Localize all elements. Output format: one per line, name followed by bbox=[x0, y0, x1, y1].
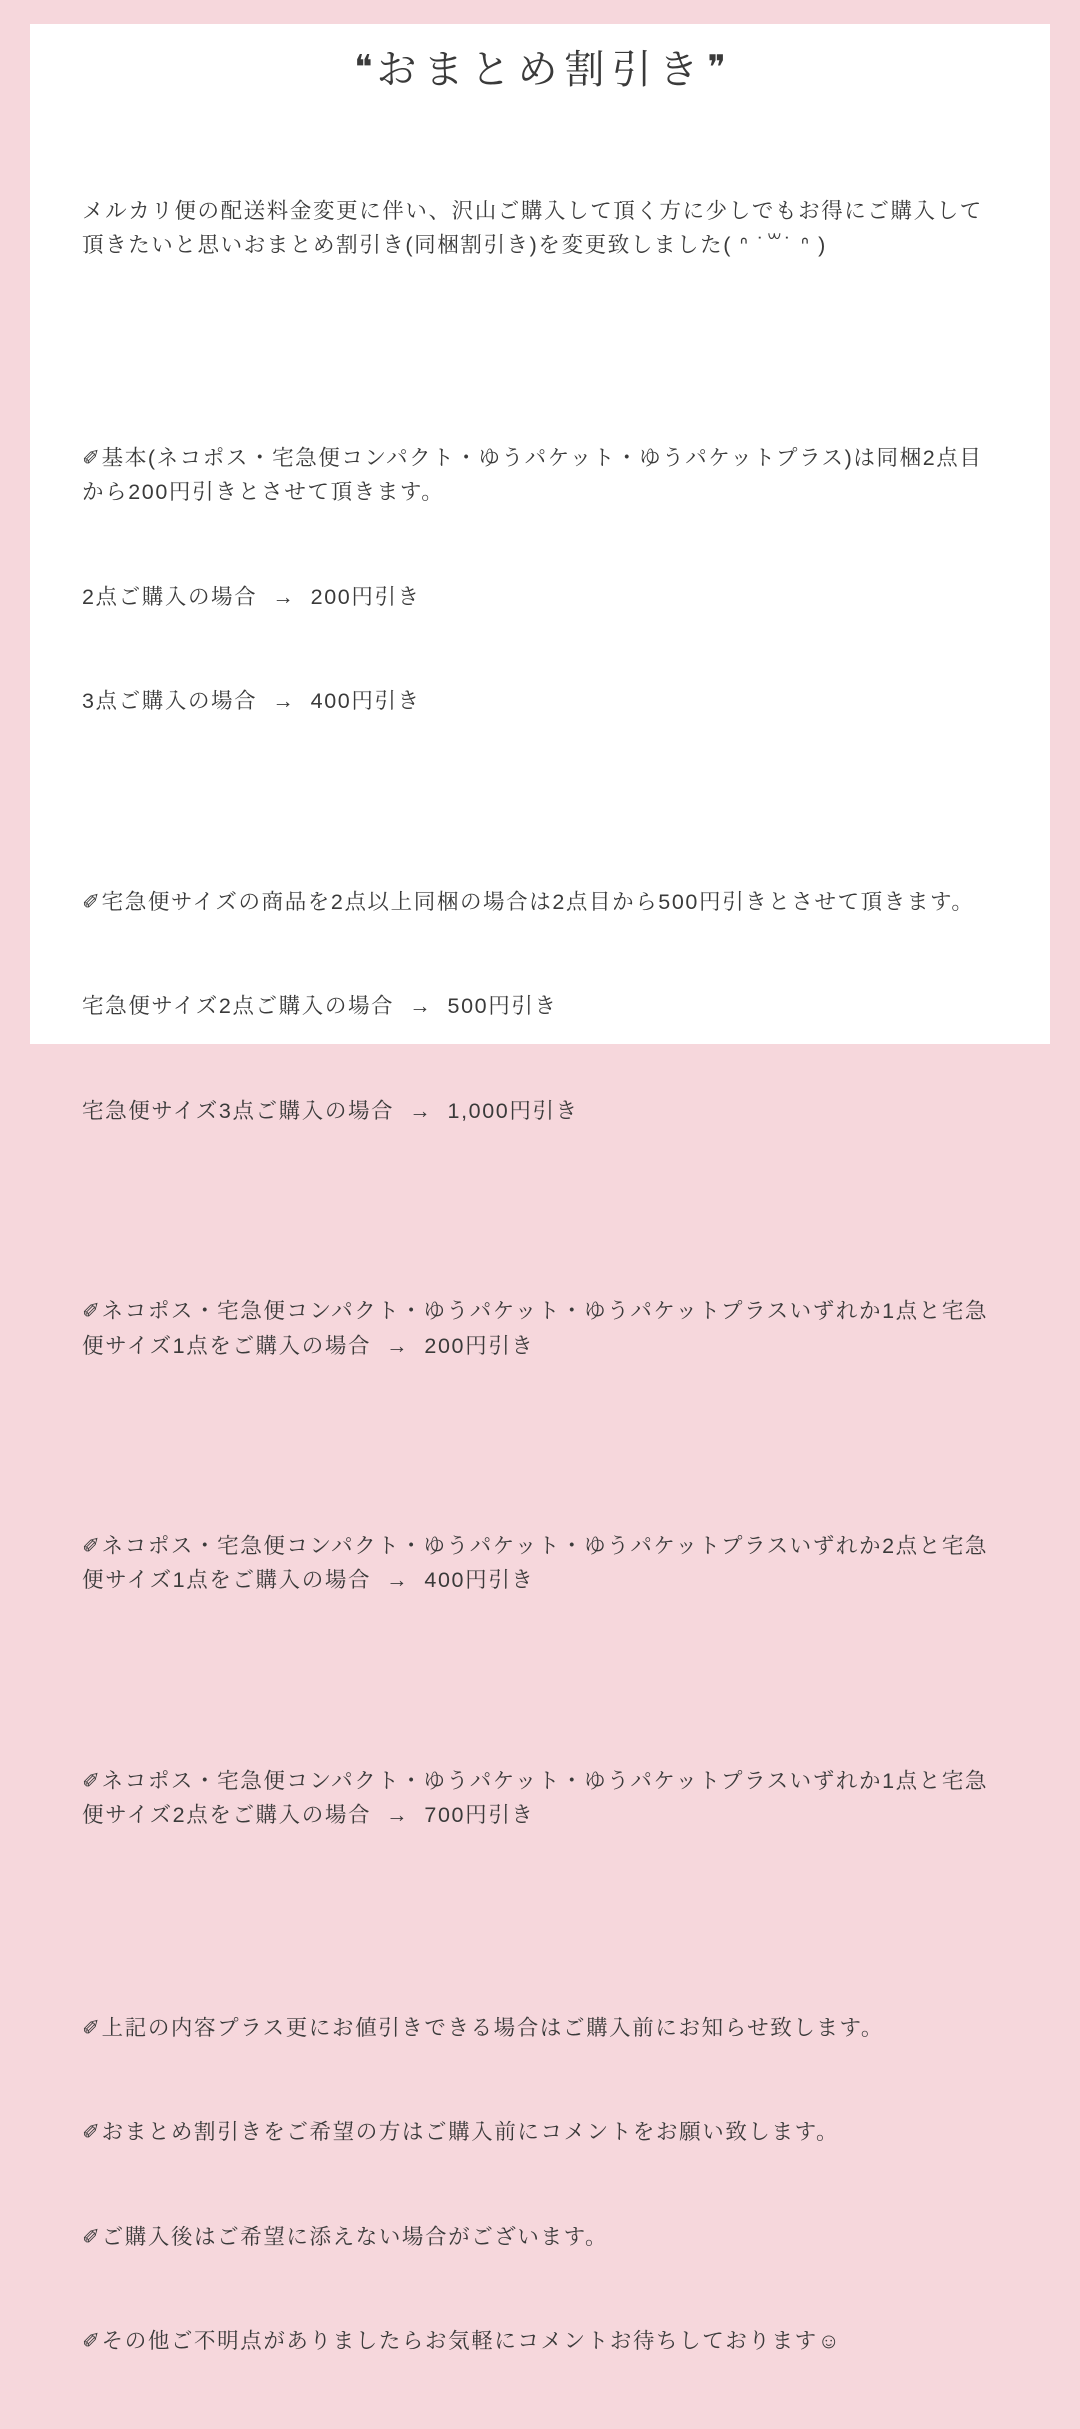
intro-text: メルカリ便の配送料金変更に伴い、沢山ご購入して頂く方に少しでもお得にご購入して頂きたいと思いおまとめ割引き(同梱割引き)を変更致しました( ᐢ ˙꒳˙ ᐢ ) bbox=[82, 198, 983, 258]
intro-paragraph bbox=[82, 124, 998, 333]
quote-open-icon: ❝ bbox=[354, 49, 373, 87]
section-basic bbox=[82, 371, 998, 789]
section-mix-1-2 bbox=[82, 1694, 998, 1903]
section-takkyubin bbox=[82, 815, 998, 1198]
section-line: 3点ご購入の場合 → 400円引き bbox=[82, 689, 421, 714]
section-line: 2点ご購入の場合 → 200円引き bbox=[82, 584, 421, 609]
spacer bbox=[82, 333, 998, 371]
footer-notes bbox=[82, 1941, 998, 2429]
section-heading: ✐ネコポス・宅急便コンパクト・ゆうパケット・ゆうパケットプラスいずれか1点と宅急便サイズ2点をご購入の場合 → 700円引き bbox=[82, 1768, 989, 1828]
section-heading: ✐宅急便サイズの商品を2点以上同梱の場合は2点目から500円引きとさせて頂きます。 bbox=[82, 889, 975, 914]
spacer bbox=[82, 1433, 998, 1459]
page-title bbox=[82, 46, 998, 94]
spacer bbox=[82, 1903, 998, 1941]
spacer bbox=[82, 789, 998, 815]
section-heading: ✐基本(ネコポス・宅急便コンパクト・ゆうパケット・ゆうパケットプラス)は同梱2点目から200円引きとさせて頂きます。 bbox=[82, 445, 983, 505]
section-mix-1-1 bbox=[82, 1224, 998, 1433]
section-mix-2-1 bbox=[82, 1459, 998, 1668]
footer-note: ✐その他ご不明点がありましたらお気軽にコメントお待ちしております☺ bbox=[82, 2329, 842, 2354]
footer-note: ✐おまとめ割引きをご希望の方はご購入前にコメントをお願い致します。 bbox=[82, 2120, 840, 2145]
title-label: おまとめ割引き bbox=[376, 48, 706, 92]
title-text bbox=[354, 46, 726, 94]
quote-close-icon: ❞ bbox=[707, 49, 726, 87]
section-heading: ✐ネコポス・宅急便コンパクト・ゆうパケット・ゆうパケットプラスいずれか1点と宅急便サイズ1点をご購入の場合 → 200円引き bbox=[82, 1298, 989, 1358]
spacer bbox=[82, 1668, 998, 1694]
spacer bbox=[82, 1198, 998, 1224]
footer-note: ✐ご購入後はご希望に添えない場合がございます。 bbox=[82, 2224, 609, 2249]
section-line: 宅急便サイズ3点ご購入の場合 → 1,000円引き bbox=[82, 1098, 579, 1123]
section-line: 宅急便サイズ2点ご購入の場合 → 500円引き bbox=[82, 994, 558, 1019]
footer-note: ✐上記の内容プラス更にお値引きできる場合はご購入前にお知らせ致します。 bbox=[82, 2015, 885, 2040]
notice-card bbox=[30, 24, 1050, 2354]
section-heading: ✐ネコポス・宅急便コンパクト・ゆうパケット・ゆうパケットプラスいずれか2点と宅急便サイズ1点をご購入の場合 → 400円引き bbox=[82, 1533, 989, 1593]
